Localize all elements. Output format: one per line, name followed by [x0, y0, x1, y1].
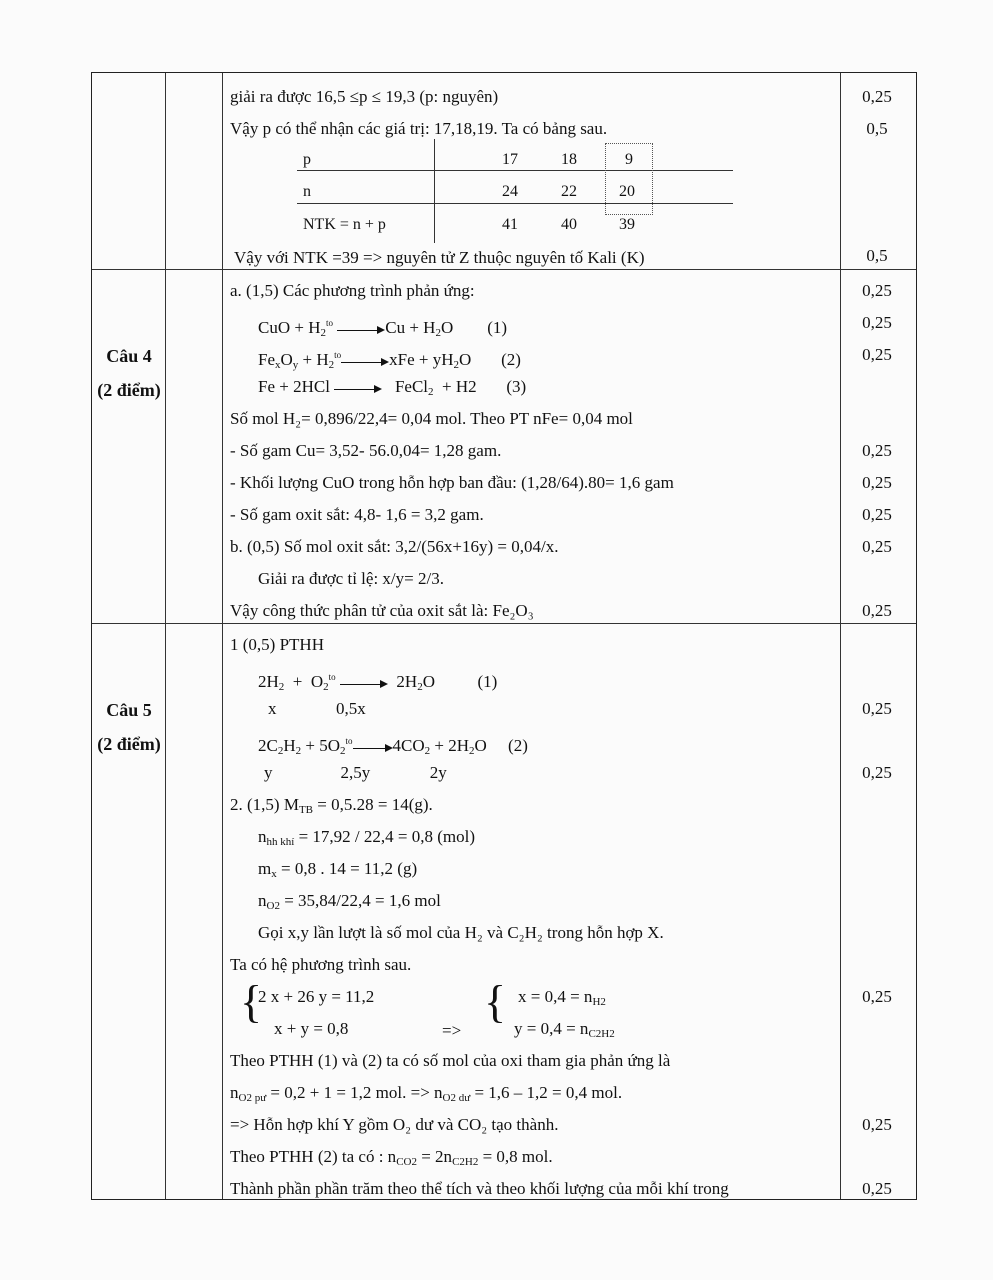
text-row: - Số gam oxit sắt: 4,8- 1,6 = 3,2 gam.	[230, 505, 484, 524]
text-row: $n_{O2} = 35,84/22,4 = 1,6$ mol	[258, 891, 441, 912]
score: 0,25	[862, 699, 892, 718]
text-row: => Hỗn hợp khí Y gồm O₂ dư và CO₂ tạo thành.	[230, 1115, 559, 1134]
text-row: b. (0,5) Số mol oxit sắt: 3,2/(56x+16y) = 0,04/x.	[230, 537, 559, 556]
text-row: - Số gam Cu= 3,52- 56.0,04= 1,28 gam.	[230, 441, 502, 460]
text-row: Gọi x,y lần lượt là số mol của H₂ và C₂H₂ trong hỗn hợp X.	[258, 923, 664, 942]
p-n-table	[297, 143, 733, 243]
text-row: $n_{hh khí} = 17,92 / 22,4 = 0,8$ (mol)	[258, 827, 475, 848]
cell: NTK = n + p	[303, 216, 386, 233]
cell: 9	[625, 151, 633, 168]
text-row: a. (1,5) Các phương trình phản ứng:	[230, 281, 475, 300]
system-eq-2: x + y = 0,8	[274, 1019, 349, 1038]
equation-1: CuO + $H_2^{to}$ $Cu + H_2O$ (1)	[258, 318, 508, 339]
cell: 39	[619, 216, 635, 233]
text-row: Thành phần phần trăm theo thể tích và theo khối lượng của mỗi khí trong	[230, 1179, 729, 1198]
solution-2: $y = 0,4 = n_{C2H2}$	[514, 1019, 615, 1040]
score: 0,25	[862, 441, 892, 460]
text-row: $m_x = 0,8$ . 14 = 11,2 (g)	[258, 859, 418, 880]
col-divider-2	[222, 73, 223, 1199]
score: 0,25	[862, 537, 892, 556]
text-row: - Khối lượng CuO trong hỗn hợp ban đầu: (1,28/64).80= 1,6 gam	[230, 473, 674, 492]
score: 0,25	[862, 1179, 892, 1198]
col-divider-3	[840, 73, 841, 1199]
score: 0,25	[862, 763, 892, 782]
cell: 22	[561, 183, 577, 200]
score: 0,25	[862, 987, 892, 1006]
system-eq-1: 2 x + 26 y = 11,2	[258, 987, 375, 1006]
left-brace-1: {	[240, 976, 263, 1027]
question-points: (2 điểm)	[97, 734, 161, 754]
text-row: giải ra được 16,5 ≤p ≤ 19,3 (p: nguyên)	[230, 87, 499, 106]
text-row: Giải ra được tỉ lệ: x/y= 2/3.	[258, 569, 444, 588]
question-label: Câu 5	[106, 700, 152, 720]
score: 0,25	[862, 313, 892, 332]
equation-2: $2C_2H_2 + 5O_2^{to}$ $4CO_2 + 2H_2O$ (2)	[258, 736, 528, 757]
ratio-row-2: y 2,5y 2y	[264, 763, 447, 782]
score: 0,25	[862, 1115, 892, 1134]
question-points: (2 điểm)	[97, 380, 161, 400]
solution-1: $x = 0,4 = n_{H2}$	[518, 987, 606, 1008]
equation-1: $2H_2 + O_2^{to}$ $2H_2O$ (1)	[258, 672, 498, 693]
cell: 18	[561, 151, 577, 168]
question-label: Câu 4	[106, 346, 152, 366]
score: 0,25	[862, 281, 892, 300]
score: 0,5	[866, 119, 888, 138]
text-row: Số mol H₂= 0,896/22,4= 0,04 mol. Theo PT nFe= 0,04 mol	[230, 409, 633, 428]
cell: 40	[561, 216, 577, 233]
text-row: $n_{O2 pư} = 0,2 + 1 = 1,2$ mol. => $n_{O2 dư} = 1,6 - 1,2 = 0,4$ mol.	[230, 1083, 623, 1104]
text-row: Ta có hệ phương trình sau.	[230, 955, 412, 974]
implies-arrow: =>	[442, 1021, 462, 1040]
cell: n	[303, 183, 311, 200]
row-divider-2	[92, 623, 916, 624]
score: 0,25	[862, 601, 892, 620]
text-row: 1 (0,5) PTHH	[230, 635, 324, 654]
cell: 24	[502, 183, 518, 200]
col-divider-1	[165, 73, 166, 1199]
answer-table	[91, 72, 917, 1200]
text-row: Theo PTHH (1) và (2) ta có số mol của oxi tham gia phản ứng là	[230, 1051, 671, 1070]
ratio-row-1: x 0,5x	[268, 699, 366, 718]
equation-2: $Fe_xO_y + H_2^{to}$ xFe + $yH_2O$ (2)	[258, 350, 521, 371]
score: 0,25	[862, 505, 892, 524]
cell: p	[303, 151, 311, 168]
text-row: Vậy công thức phân tử của oxit sắt là: Fe₂O₃	[230, 601, 534, 620]
text-row: Vậy p có thể nhận các giá trị: 17,18,19. Ta có bảng sau.	[230, 119, 608, 138]
score: 0,25	[862, 345, 892, 364]
cell: 17	[502, 151, 518, 168]
cell: 41	[502, 216, 518, 233]
row-divider-1	[92, 269, 916, 270]
score: 0,5	[866, 246, 888, 265]
equation-3: Fe + 2HCl FeCl$_2$ + H2 (3)	[258, 377, 527, 398]
text-row: 2. (1,5) $M_{TB} = 0,5.28 = 14(g)$.	[230, 795, 433, 816]
score: 0,25	[862, 473, 892, 492]
text-row: Theo PTHH (2) ta có : $n_{CO2} = 2n_{C2H2} = 0,8$ mol.	[230, 1147, 553, 1168]
left-brace-2: {	[484, 976, 507, 1027]
cell: 20	[619, 183, 635, 200]
score: 0,25	[862, 87, 892, 106]
text-row: Vậy với NTK =39 => nguyên tử Z thuộc nguyên tố Kali (K)	[234, 248, 645, 267]
